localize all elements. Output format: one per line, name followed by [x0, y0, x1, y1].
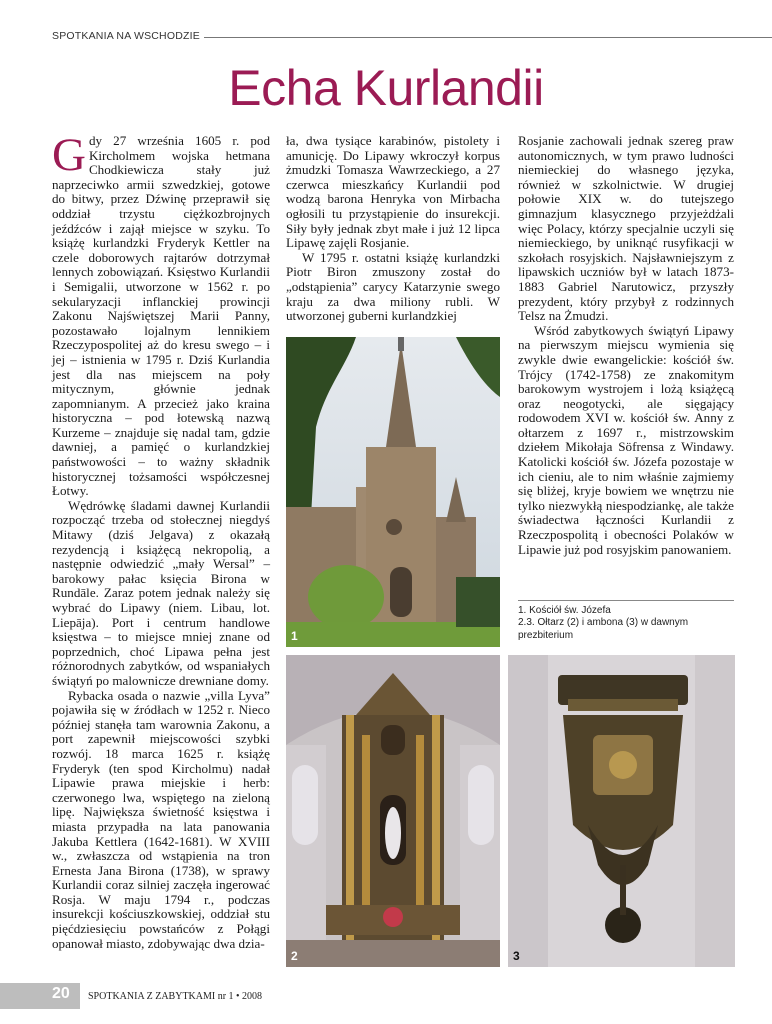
- photo-number: 3: [513, 949, 520, 963]
- paragraph: Rybacka osada o nazwie „villa Lyva” pojawiła się w źródłach w 1252 r. Nieco później stanęła tam warownia Zakonu, a port zapewnił miejscowości szybki rozwój. 18 marca 1625 r. książę Fryderyk (ten spod Kircholmu) nadał Lipawie prawa miejskie i herb: czerwonego lwa, wspiętego na zieloną lipę. Największa świetność księstwa i miasta przypadła na lata panowania Jakuba Kettlera (1642-1681). W XVIII w., zwłaszcza od wstąpienia na tron Ernesta Jana Birona (1738), w sprawy Kurlandii coraz silniej zaczęła ingerować Rosja. W maju 1794 r., podczas insurekcji kościuszkowskiej, oddział stu pięćdziesięciu powstańców z Połągi opanował miasto, zdobywając dwa dzia-: [52, 687, 270, 951]
- article-title: Echa Kurlandii: [228, 60, 544, 116]
- caption-rule: [518, 600, 734, 601]
- photo-captions: [518, 605, 734, 642]
- caption-1: 1. Kościół św. Józefa: [518, 605, 611, 616]
- pulpit-illustration: [508, 655, 735, 967]
- page-number: 20: [52, 985, 70, 1002]
- drop-cap: G: [52, 129, 86, 181]
- caption-2: 2.3. Ołtarz (2) i ambona (3) w dawnym prezbiterium: [518, 617, 689, 641]
- church-illustration: [286, 337, 500, 647]
- paragraph: Rosjanie zachowali jednak szereg praw autonomicznych, w tym prawo ludności niemieckiej do własnego języka, również w szkolnictwie. W drugiej połowie XIX w. do tutejszego gimnazjum klasycznego przyjeżdżali więc Polacy, którzy specjalnie uczyli się niemieckiego, by uniknąć rusyfikacji w szkołach rosyjskich. Najsławniejszym z lipawskich uczniów był w latach 1873-1883 Gabriel Narutowicz, przyszły prezydent, który przybył z rodzinnych Telsz na Żmudzi.: [518, 133, 734, 324]
- page-header: [52, 30, 772, 44]
- photo-number: 1: [291, 629, 298, 643]
- article-column-3: [518, 134, 734, 557]
- section-label: SPOTKANIA NA WSCHODZIE: [52, 30, 204, 42]
- altar-interior-photo: [286, 655, 500, 967]
- article-column-2: [286, 134, 500, 324]
- photo-number: 2: [291, 949, 298, 963]
- journal-footer: SPOTKANIA Z ZABYTKAMI nr 1 • 2008: [88, 991, 263, 1002]
- paragraph: ła, dwa tysiące karabinów, pistolety i amunicję. Do Lipawy wkroczył korpus żmudzki Tomasza Wawrzeckiego, a 27 czerwca mieszkańcy Kurlandii pod wodzą barona Henryka von Mirbacha ogłosili tu przystąpienie do insurekcji. Siły były jednak zbyt małe i już 12 lipca Lipawę zajęli Rosjanie.: [286, 133, 500, 251]
- church-exterior-photo: [286, 337, 500, 647]
- paragraph: Wędrówkę śladami dawnej Kurlandii rozpocząć trzeba od stołecznej niegdyś Mitawy (dziś Jelgava) z okazałą rezydencją i książęcą nekropolią, a następnie odwiedzić „mały Wersal” – barokowy pałac księcia Birona w Rundāle. Zaraz potem jednak należy się wybrać do Lipawy (niem. Libau, lot. Liepāja). Port i centrum handlowe księstwa – to miejsce mniej znane od poprzednich, choć Lipawa pełna jest różnorodnych zabytków, od wspaniałych świątyń po malownicze drewniane domy.: [52, 497, 270, 688]
- paragraph: Wśród zabytkowych świątyń Lipawy na pierwszym miejscu wymienia się zwykle dwie ewangelickie: kościół św. Trójcy (1742-1758) ze znakomitym barokowym wystrojem i lożą książęcą oraz neogotycki, ale sięgający rodowodem XVI w. kościół św. Anny z ołtarzem z 1697 r., mistrzowskim dziełem Mikołaja Söfrensa z Windawy. Katolicki kościół św. Józefa pozostaje w ich cieniu, ale to nim właśnie zajmiemy się bliżej, kryje bowiem we wnętrzu nie tylko niezwykłą niespodziankę, ale także świadectwa łączności Kurlandii z Rzeczpospolitą i obecności Polaków w Lipawie już pod rosyjskim panowaniem.: [518, 322, 734, 557]
- article-column-1: [52, 129, 270, 951]
- paragraph: [52, 129, 270, 499]
- paragraph-text: dy 27 września 1605 r. pod Kircholmem wojska hetmana Chodkiewicza stały już naprzeciwko armii szwedzkiej, gotowe do bitwy, przez Dźwinę przeprawił się oddział trzystu ciężkozbrojnych jeźdźców i zajął miejsce w szyku. To książę kurlandzki Fryderyk Kettler na czele doborowych rajtarów dotrzymał lennych zobowiązań. Księstwo Kurlandii i Semigalii, utworzone w 1562 r. po sekularyzacji inflanckiej prowincji Zakonu Najświętszej Marii Panny, pozostawało lojalnym lennikiem Rzeczypospolitej aż do kresu swego – i jej – istnienia w 1795 r. Dziś Kurlandia jest dla nas miejscem na poły mitycznym, głównie jednak zapomnianym. A przecież jako kraina historyczna – pod łotewską nazwą Kurzeme – znajduje się nadal tam, gdzie dawniej, a pamięć o kurlandzkiej państwowości – to ważny składnik historycznej tożsamości współczesnej Łotwy.: [52, 133, 270, 499]
- altar-illustration: [286, 655, 500, 967]
- pulpit-photo: [508, 655, 735, 967]
- paragraph: W 1795 r. ostatni książę kurlandzki Piotr Biron zmuszony został do „odstąpienia” carycy Katarzynie swego kraju za dwa miliony rubli. W utworzonej guberni kurlandzkiej: [286, 249, 500, 324]
